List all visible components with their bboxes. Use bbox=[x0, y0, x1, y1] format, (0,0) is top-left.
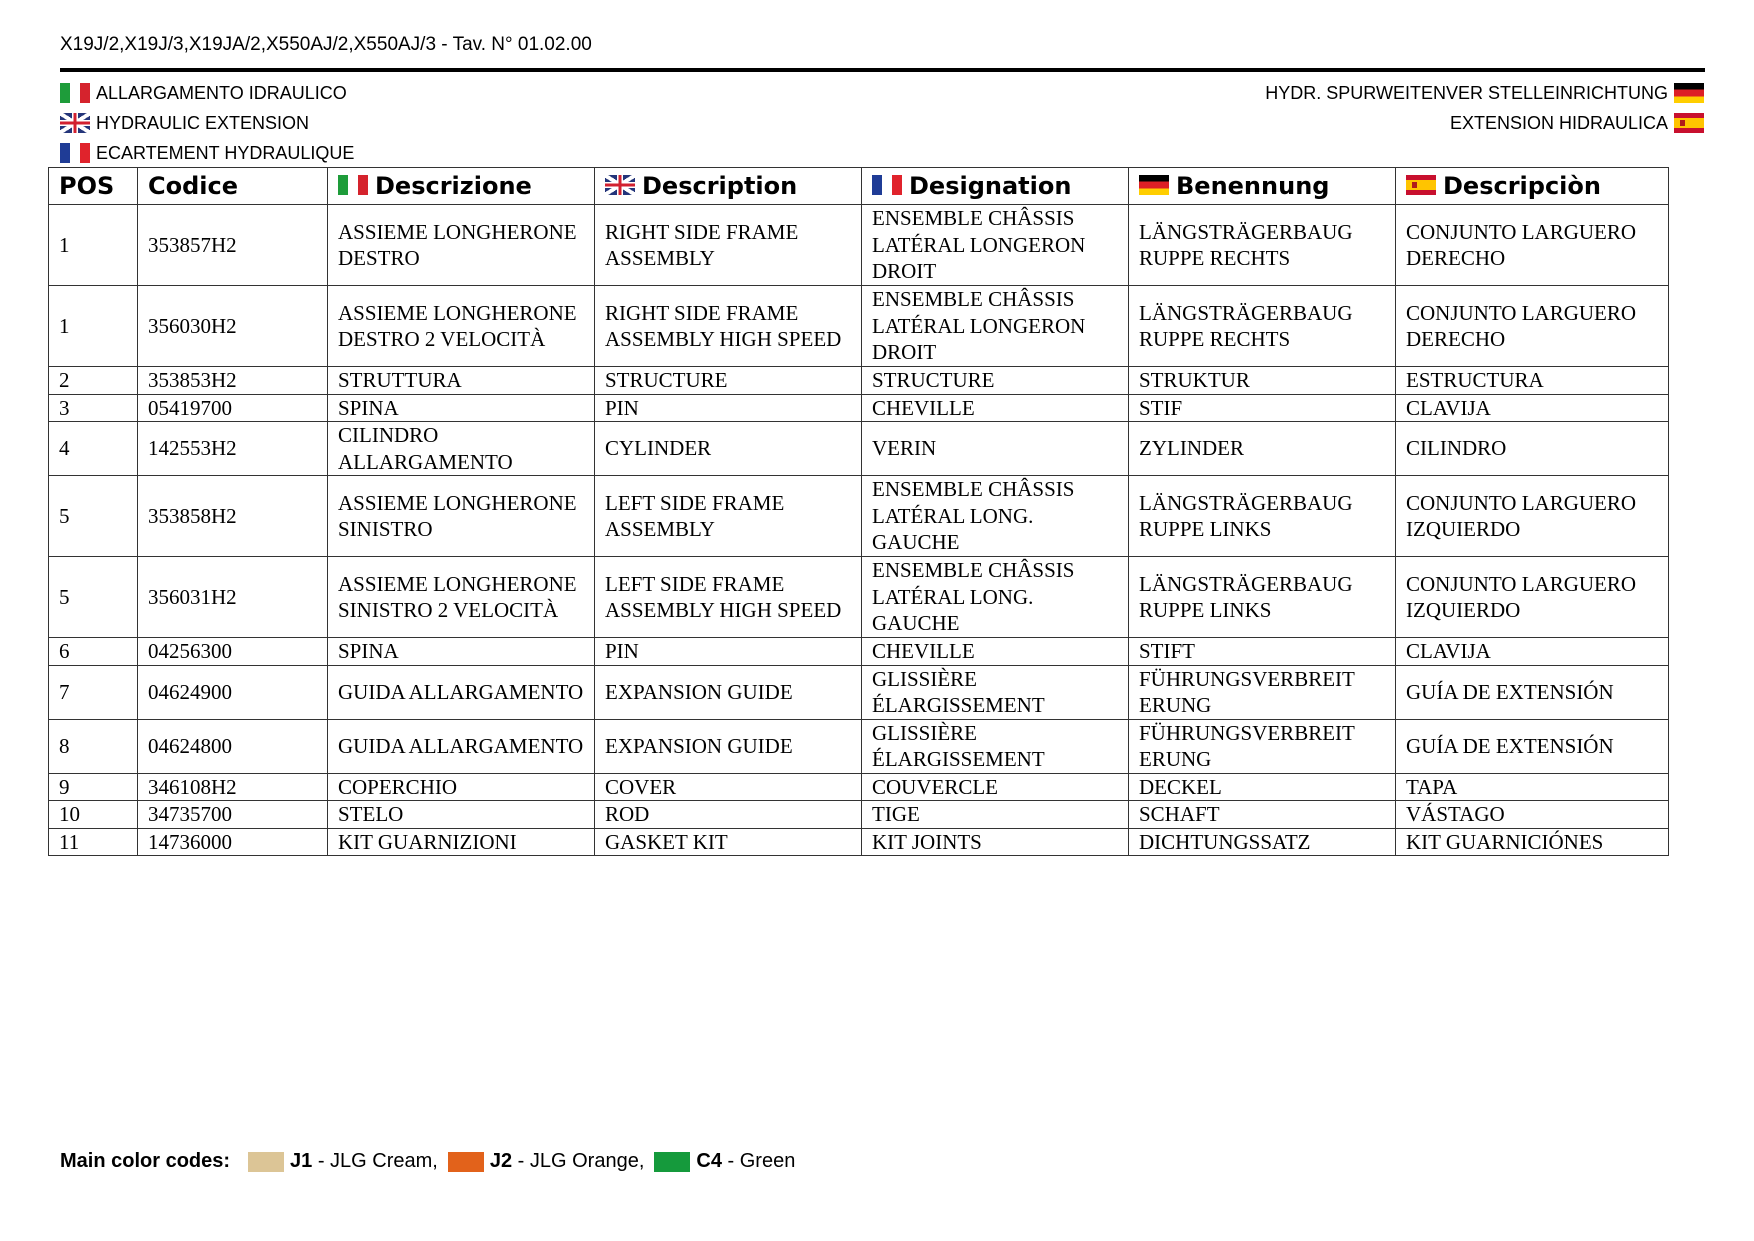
legend-name-j1: - JLG Cream, bbox=[312, 1150, 438, 1172]
title-french bbox=[60, 138, 354, 168]
cell-descrizione: SPINA bbox=[328, 638, 595, 666]
table-row bbox=[49, 828, 1669, 856]
cell-designation: ENSEMBLE CHÂSSIS LATÉRAL LONGERON DROIT bbox=[862, 205, 1129, 286]
flag-france-icon bbox=[60, 143, 90, 163]
flag-uk-icon bbox=[605, 175, 635, 195]
title-german-text: HYDR. SPURWEITENVER STELLEINRICHTUNG bbox=[1265, 82, 1668, 103]
cell-description: EXPANSION GUIDE bbox=[595, 719, 862, 773]
col-header-pos bbox=[49, 168, 138, 205]
cell-designation: VERIN bbox=[862, 422, 1129, 476]
cell-descripcion: CLAVIJA bbox=[1396, 638, 1669, 666]
cell-descrizione: ASSIEME LONGHERONE SINISTRO 2 VELOCITÀ bbox=[328, 557, 595, 638]
cell-benennung: DICHTUNGSSATZ bbox=[1129, 828, 1396, 856]
table-row bbox=[49, 394, 1669, 422]
cell-descripcion: CONJUNTO LARGUERO IZQUIERDO bbox=[1396, 476, 1669, 557]
cell-designation: GLISSIÈRE ÉLARGISSEMENT bbox=[862, 719, 1129, 773]
cell-descrizione: ASSIEME LONGHERONE DESTRO 2 VELOCITÀ bbox=[328, 286, 595, 367]
flag-uk-icon bbox=[60, 113, 90, 133]
titles-right bbox=[1265, 78, 1704, 138]
table-body bbox=[49, 205, 1669, 856]
cell-pos: 10 bbox=[49, 801, 138, 829]
cell-pos: 2 bbox=[49, 367, 138, 395]
title-italian bbox=[60, 78, 354, 108]
cell-benennung: STRUKTUR bbox=[1129, 367, 1396, 395]
cell-descripcion: CONJUNTO LARGUERO IZQUIERDO bbox=[1396, 557, 1669, 638]
parts-table bbox=[48, 167, 1669, 856]
cell-descrizione: ASSIEME LONGHERONE DESTRO bbox=[328, 205, 595, 286]
table-row bbox=[49, 286, 1669, 367]
col-header-designation-label: Designation bbox=[909, 172, 1072, 200]
cell-description: PIN bbox=[595, 394, 862, 422]
cell-descripcion: CONJUNTO LARGUERO DERECHO bbox=[1396, 286, 1669, 367]
cell-descrizione: STELO bbox=[328, 801, 595, 829]
swatch-j2 bbox=[448, 1152, 484, 1172]
cell-code: 353853H2 bbox=[138, 367, 328, 395]
cell-code: 04624900 bbox=[138, 665, 328, 719]
cell-benennung: DECKEL bbox=[1129, 773, 1396, 801]
table-row bbox=[49, 476, 1669, 557]
cell-description: PIN bbox=[595, 638, 862, 666]
title-english bbox=[60, 108, 354, 138]
cell-benennung: FÜHRUNGSVERBREIT ERUNG bbox=[1129, 719, 1396, 773]
cell-descripcion: KIT GUARNICIÓNES bbox=[1396, 828, 1669, 856]
title-english-text: HYDRAULIC EXTENSION bbox=[96, 112, 310, 133]
cell-description: LEFT SIDE FRAME ASSEMBLY HIGH SPEED bbox=[595, 557, 862, 638]
cell-descripcion: CLAVIJA bbox=[1396, 394, 1669, 422]
cell-descripcion: CONJUNTO LARGUERO DERECHO bbox=[1396, 205, 1669, 286]
table-row bbox=[49, 638, 1669, 666]
cell-description: RIGHT SIDE FRAME ASSEMBLY bbox=[595, 205, 862, 286]
table-row bbox=[49, 367, 1669, 395]
cell-benennung: STIFT bbox=[1129, 638, 1396, 666]
cell-code: 04256300 bbox=[138, 638, 328, 666]
title-italian-text: ALLARGAMENTO IDRAULICO bbox=[96, 82, 347, 103]
col-header-designation bbox=[862, 168, 1129, 205]
cell-descrizione: KIT GUARNIZIONI bbox=[328, 828, 595, 856]
flag-germany-icon bbox=[1674, 83, 1704, 103]
legend-code-j1: J1 bbox=[290, 1150, 313, 1172]
cell-description: GASKET KIT bbox=[595, 828, 862, 856]
cell-code: 142553H2 bbox=[138, 422, 328, 476]
cell-descripcion: GUÍA DE EXTENSIÓN bbox=[1396, 665, 1669, 719]
color-legend bbox=[60, 1150, 805, 1173]
cell-pos: 5 bbox=[49, 557, 138, 638]
col-header-description-label: Description bbox=[642, 172, 798, 200]
cell-descrizione: STRUTTURA bbox=[328, 367, 595, 395]
col-header-descrizione bbox=[328, 168, 595, 205]
cell-descripcion: ESTRUCTURA bbox=[1396, 367, 1669, 395]
col-header-benennung-label: Benennung bbox=[1176, 172, 1330, 200]
cell-pos: 7 bbox=[49, 665, 138, 719]
cell-descripcion: VÁSTAGO bbox=[1396, 801, 1669, 829]
cell-benennung: FÜHRUNGSVERBREIT ERUNG bbox=[1129, 665, 1396, 719]
cell-designation: ENSEMBLE CHÂSSIS LATÉRAL LONG. GAUCHE bbox=[862, 557, 1129, 638]
cell-description: EXPANSION GUIDE bbox=[595, 665, 862, 719]
cell-designation: CHEVILLE bbox=[862, 394, 1129, 422]
table-header-row bbox=[49, 168, 1669, 205]
cell-descripcion: GUÍA DE EXTENSIÓN bbox=[1396, 719, 1669, 773]
swatch-j1 bbox=[248, 1152, 284, 1172]
legend-code-j2: J2 bbox=[489, 1150, 513, 1172]
table-row bbox=[49, 719, 1669, 773]
title-spanish bbox=[1265, 108, 1704, 138]
cell-description: STRUCTURE bbox=[595, 367, 862, 395]
cell-code: 14736000 bbox=[138, 828, 328, 856]
cell-benennung: ZYLINDER bbox=[1129, 422, 1396, 476]
cell-code: 356031H2 bbox=[138, 557, 328, 638]
legend-name-c4: - Green bbox=[721, 1150, 796, 1172]
flag-spain-icon bbox=[1406, 175, 1436, 195]
cell-benennung: STIF bbox=[1129, 394, 1396, 422]
cell-descrizione: GUIDA ALLARGAMENTO bbox=[328, 665, 595, 719]
legend-item-j1 bbox=[290, 1150, 438, 1173]
cell-description: RIGHT SIDE FRAME ASSEMBLY HIGH SPEED bbox=[595, 286, 862, 367]
col-header-codice bbox=[138, 168, 328, 205]
table-row bbox=[49, 205, 1669, 286]
legend-item-j2 bbox=[490, 1150, 645, 1173]
cell-benennung: LÄNGSTRÄGERBAUG RUPPE RECHTS bbox=[1129, 286, 1396, 367]
table-row bbox=[49, 801, 1669, 829]
cell-designation: STRUCTURE bbox=[862, 367, 1129, 395]
col-header-descrizione-label: Descrizione bbox=[375, 172, 532, 200]
col-header-descripcion bbox=[1396, 168, 1669, 205]
cell-designation: KIT JOINTS bbox=[862, 828, 1129, 856]
cell-descrizione: ASSIEME LONGHERONE SINISTRO bbox=[328, 476, 595, 557]
legend-code-c4: C4 bbox=[696, 1150, 722, 1172]
flag-italy-icon bbox=[60, 83, 90, 103]
legend-name-j2: - JLG Orange, bbox=[512, 1150, 645, 1172]
col-header-codice-label: Codice bbox=[148, 172, 239, 200]
col-header-descripcion-label: Descripciòn bbox=[1443, 172, 1601, 200]
cell-pos: 4 bbox=[49, 422, 138, 476]
cell-pos: 9 bbox=[49, 773, 138, 801]
table-row bbox=[49, 773, 1669, 801]
cell-benennung: LÄNGSTRÄGERBAUG RUPPE RECHTS bbox=[1129, 205, 1396, 286]
cell-descrizione: SPINA bbox=[328, 394, 595, 422]
cell-description: LEFT SIDE FRAME ASSEMBLY bbox=[595, 476, 862, 557]
cell-benennung: SCHAFT bbox=[1129, 801, 1396, 829]
cell-pos: 1 bbox=[49, 286, 138, 367]
cell-pos: 3 bbox=[49, 394, 138, 422]
legend-item-c4 bbox=[696, 1150, 795, 1173]
cell-designation: COUVERCLE bbox=[862, 773, 1129, 801]
swatch-c4 bbox=[654, 1152, 690, 1172]
cell-descripcion: TAPA bbox=[1396, 773, 1669, 801]
title-spanish-text: EXTENSION HIDRAULICA bbox=[1449, 112, 1668, 133]
cell-descrizione: GUIDA ALLARGAMENTO bbox=[328, 719, 595, 773]
header-rule bbox=[60, 68, 1705, 72]
cell-pos: 11 bbox=[49, 828, 138, 856]
cell-descrizione: COPERCHIO bbox=[328, 773, 595, 801]
cell-benennung: LÄNGSTRÄGERBAUG RUPPE LINKS bbox=[1129, 557, 1396, 638]
cell-description: ROD bbox=[595, 801, 862, 829]
title-german bbox=[1265, 78, 1704, 108]
cell-code: 353858H2 bbox=[138, 476, 328, 557]
cell-designation: TIGE bbox=[862, 801, 1129, 829]
table-row bbox=[49, 665, 1669, 719]
cell-description: COVER bbox=[595, 773, 862, 801]
flag-italy-icon bbox=[338, 175, 368, 195]
cell-pos: 8 bbox=[49, 719, 138, 773]
table-row bbox=[49, 422, 1669, 476]
cell-code: 356030H2 bbox=[138, 286, 328, 367]
cell-description: CYLINDER bbox=[595, 422, 862, 476]
cell-pos: 1 bbox=[49, 205, 138, 286]
cell-descripcion: CILINDRO bbox=[1396, 422, 1669, 476]
flag-spain-icon bbox=[1674, 113, 1704, 133]
cell-code: 34735700 bbox=[138, 801, 328, 829]
cell-designation: GLISSIÈRE ÉLARGISSEMENT bbox=[862, 665, 1129, 719]
cell-designation: CHEVILLE bbox=[862, 638, 1129, 666]
cell-benennung: LÄNGSTRÄGERBAUG RUPPE LINKS bbox=[1129, 476, 1396, 557]
col-header-benennung bbox=[1129, 168, 1396, 205]
cell-designation: ENSEMBLE CHÂSSIS LATÉRAL LONGERON DROIT bbox=[862, 286, 1129, 367]
flag-france-icon bbox=[872, 175, 902, 195]
cell-designation: ENSEMBLE CHÂSSIS LATÉRAL LONG. GAUCHE bbox=[862, 476, 1129, 557]
col-header-pos-label: POS bbox=[59, 172, 115, 200]
document-title: X19J/2,X19J/3,X19JA/2,X550AJ/2,X550AJ/3 - Tav. N° 01.02.00 bbox=[60, 34, 592, 55]
cell-code: 346108H2 bbox=[138, 773, 328, 801]
table-row bbox=[49, 557, 1669, 638]
legend-label: Main color codes: bbox=[60, 1150, 231, 1172]
cell-descrizione: CILINDRO ALLARGAMENTO bbox=[328, 422, 595, 476]
cell-code: 04624800 bbox=[138, 719, 328, 773]
cell-code: 05419700 bbox=[138, 394, 328, 422]
cell-code: 353857H2 bbox=[138, 205, 328, 286]
cell-pos: 6 bbox=[49, 638, 138, 666]
titles-left bbox=[60, 78, 354, 168]
title-french-text: ECARTEMENT HYDRAULIQUE bbox=[96, 142, 355, 163]
col-header-description bbox=[595, 168, 862, 205]
cell-pos: 5 bbox=[49, 476, 138, 557]
flag-germany-icon bbox=[1139, 175, 1169, 195]
